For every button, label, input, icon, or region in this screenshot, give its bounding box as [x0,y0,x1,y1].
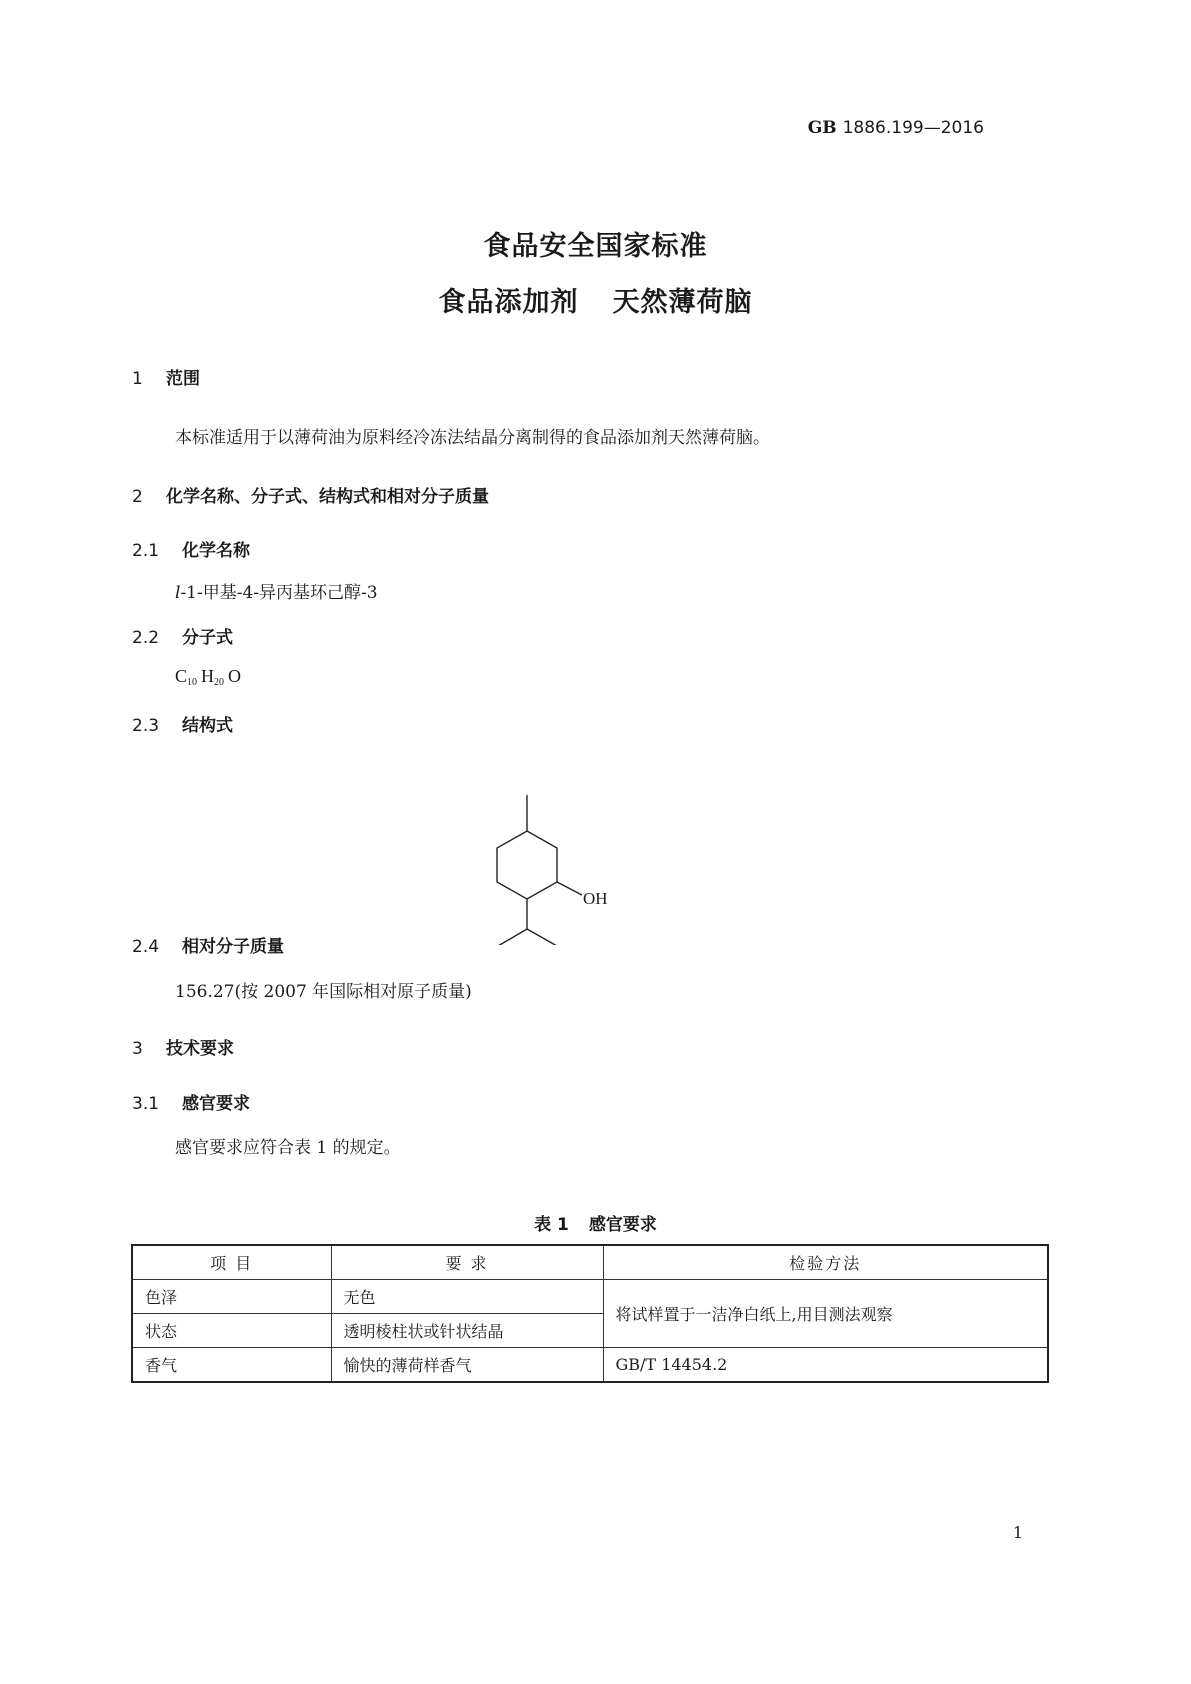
formula-oxygen: O [228,666,242,686]
section-3-1-heading [132,1089,250,1114]
header-item: 项 目 [132,1245,331,1280]
isopropyl-branch-left [498,929,527,945]
table-title: 感官要求 [588,1215,657,1235]
document-title-line2 [0,280,1191,319]
section-title: 感官要求 [182,1094,250,1114]
section-3-heading [132,1034,234,1059]
hydroxyl-label: OH [583,889,608,908]
table-row [132,1280,1048,1314]
section-number: 2.3 [132,716,160,736]
title-product: 天然薄荷脑 [612,287,753,318]
section-2-heading [132,482,489,507]
section-number: 1 [132,369,143,389]
standard-code [808,118,984,138]
formula-carbon-count: 10 [187,677,198,688]
section-number: 2.4 [132,937,160,957]
table-caption [0,1210,1191,1235]
cell-item: 香气 [132,1348,331,1383]
section-number: 3 [132,1039,143,1059]
section-2-4-heading [132,932,284,957]
section-title: 范围 [166,369,200,389]
header-test-method: 检验方法 [603,1245,1048,1280]
page-number: 1 [1012,1523,1023,1542]
cell-test-method: GB/T 14454.2 [603,1348,1048,1383]
chemical-name-text: -1-甲基-4-异丙基环己醇-3 [180,583,378,603]
standard-prefix: GB [807,118,837,138]
isopropyl-branch-right [527,929,557,945]
section-2-3-heading [132,711,233,736]
cell-item: 色泽 [132,1280,331,1314]
section-number: 3.1 [132,1094,160,1114]
section-title: 技术要求 [166,1039,234,1059]
section-title: 化学名称 [182,541,250,561]
section-3-1-body: 感官要求应符合表 1 的规定。 [175,1138,401,1158]
section-number: 2 [132,487,143,507]
formula-hydrogen-count: 20 [214,677,225,688]
section-title: 结构式 [182,716,233,736]
chemical-name [175,578,378,603]
section-1-heading [132,364,200,389]
table-number: 表 1 [534,1215,569,1235]
cell-test-method-merged: 将试样置于一洁净白纸上,用目测法观察 [603,1280,1048,1348]
section-2-2-heading [132,623,233,648]
cell-item: 状态 [132,1314,331,1348]
table-header-row [132,1245,1048,1280]
formula-hydrogen: H [201,666,215,686]
molecular-mass: 156.27(按 2007 年国际相对原子质量) [175,982,472,1002]
section-title: 化学名称、分子式、结构式和相对分子质量 [166,487,489,507]
structural-formula [490,795,630,945]
standard-number: 1886.199—2016 [842,118,984,138]
section-number: 2.1 [132,541,160,561]
hydroxyl-bond [557,882,582,895]
cell-requirement: 愉快的薄荷样香气 [331,1348,603,1383]
sensory-requirements-table [131,1244,1049,1383]
section-number: 2.2 [132,628,160,648]
cell-requirement: 无色 [331,1280,603,1314]
cyclohexane-ring [497,831,557,899]
document-title-line1: 食品安全国家标准 [483,231,708,262]
molecular-formula [175,666,241,688]
table-row [132,1348,1048,1383]
section-title: 相对分子质量 [182,937,284,957]
title-category: 食品添加剂 [438,287,579,318]
section-1-body: 本标准适用于以薄荷油为原料经冷冻法结晶分离制得的食品添加剂天然薄荷脑。 [175,428,770,448]
cell-requirement: 透明棱柱状或针状结晶 [331,1314,603,1348]
formula-carbon: C [175,666,188,686]
chemical-name-prefix: l [175,583,181,603]
header-requirement: 要 求 [331,1245,603,1280]
section-title: 分子式 [182,628,233,648]
section-2-1-heading [132,536,250,561]
